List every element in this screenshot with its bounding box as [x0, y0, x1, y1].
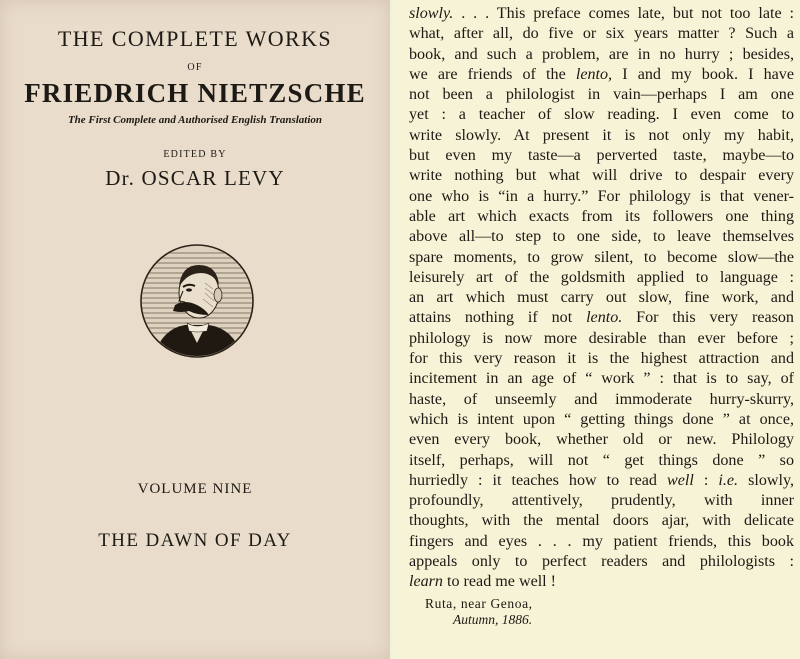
- preface-line: haste, of unseemly and immoderate hurry-skurry,: [409, 390, 794, 408]
- title-page: [0, 0, 390, 659]
- nietzsche-portrait-engraving: [139, 243, 255, 359]
- edited-by-label: EDITED BY: [163, 149, 227, 160]
- preface-line: fingers and eyes . . . my patient friends, this book: [409, 532, 794, 550]
- preface-signature: [425, 596, 725, 628]
- preface-line: one who is “in a hurry.” For philology is that vener-: [409, 187, 794, 205]
- preface-text: [409, 4, 794, 593]
- preface-line: for this very reason it is the highest attraction and: [409, 350, 794, 368]
- preface-line: write nothing but what will drive to despair every: [409, 167, 794, 185]
- preface-line: what, after all, do five or six years matter ? Such a: [409, 25, 794, 43]
- preface-line: even every book, whether old or new. Philology: [409, 431, 794, 449]
- preface-line: appeals only to perfect readers and philologists :: [409, 553, 794, 571]
- translation-subtitle: The First Complete and Authorised English Translation: [67, 114, 323, 126]
- preface-line: thoughts, with the mental doors ajar, with delicate: [409, 512, 794, 530]
- preface-line: attains nothing if not lento. For this very reason: [409, 309, 794, 327]
- editor-name: Dr. OSCAR LEVY: [105, 166, 285, 190]
- preface-line: philology is now more desirable than ever before ;: [409, 329, 794, 347]
- series-of: OF: [187, 62, 203, 73]
- preface-line: but even my taste—a perverted taste, maybe—to: [409, 147, 794, 165]
- preface-line: able art which exacts from its followers one thing: [409, 207, 794, 225]
- preface-line: an art which must carry out slow, fine work, and: [409, 289, 794, 307]
- preface-line: hurriedly : it teaches how to read well : i.e. slowly,: [409, 471, 794, 489]
- author-name: FRIEDRICH NIETZSCHE: [24, 78, 366, 108]
- signature-place: Ruta, near Genoa,: [425, 596, 533, 611]
- preface-line: learn to read me well !: [409, 573, 557, 591]
- preface-line: which is intent upon “ getting things done ” at once,: [409, 410, 794, 428]
- volume-number: VOLUME NINE: [137, 481, 253, 497]
- preface-line: write slowly. At present it is not only my habit,: [409, 126, 794, 144]
- preface-line: itself, perhaps, will not “ get things done ” so: [409, 451, 794, 469]
- series-title: THE COMPLETE WORKS: [57, 26, 333, 51]
- preface-line: slowly. . . . This preface comes late, but not too late :: [409, 5, 794, 22]
- preface-line: we are friends of the lento, I and my book. I have: [409, 65, 794, 83]
- preface-line: spare moments, to grow silent, to become slow—the: [409, 248, 794, 266]
- preface-line: leisurely art of the goldsmith applied to language :: [409, 268, 794, 286]
- preface-line: yet : a teacher of slow reading. I even come to: [409, 106, 794, 124]
- preface-page: [393, 0, 800, 659]
- preface-line: profoundly, attentively, prudently, with inner: [409, 492, 794, 510]
- preface-line: incitement in an age of “ work ” : that is to say, of: [409, 370, 794, 388]
- signature-date: Autumn, 1886.: [453, 612, 533, 627]
- preface-line: book, and such a problem, are in no hurry ; besides,: [409, 45, 794, 63]
- preface-line: not been a philologist in vain—perhaps I am one: [409, 86, 794, 104]
- book-title: THE DAWN OF DAY: [98, 530, 292, 551]
- preface-line: above all—to step to one side, to leave themselves: [409, 228, 794, 246]
